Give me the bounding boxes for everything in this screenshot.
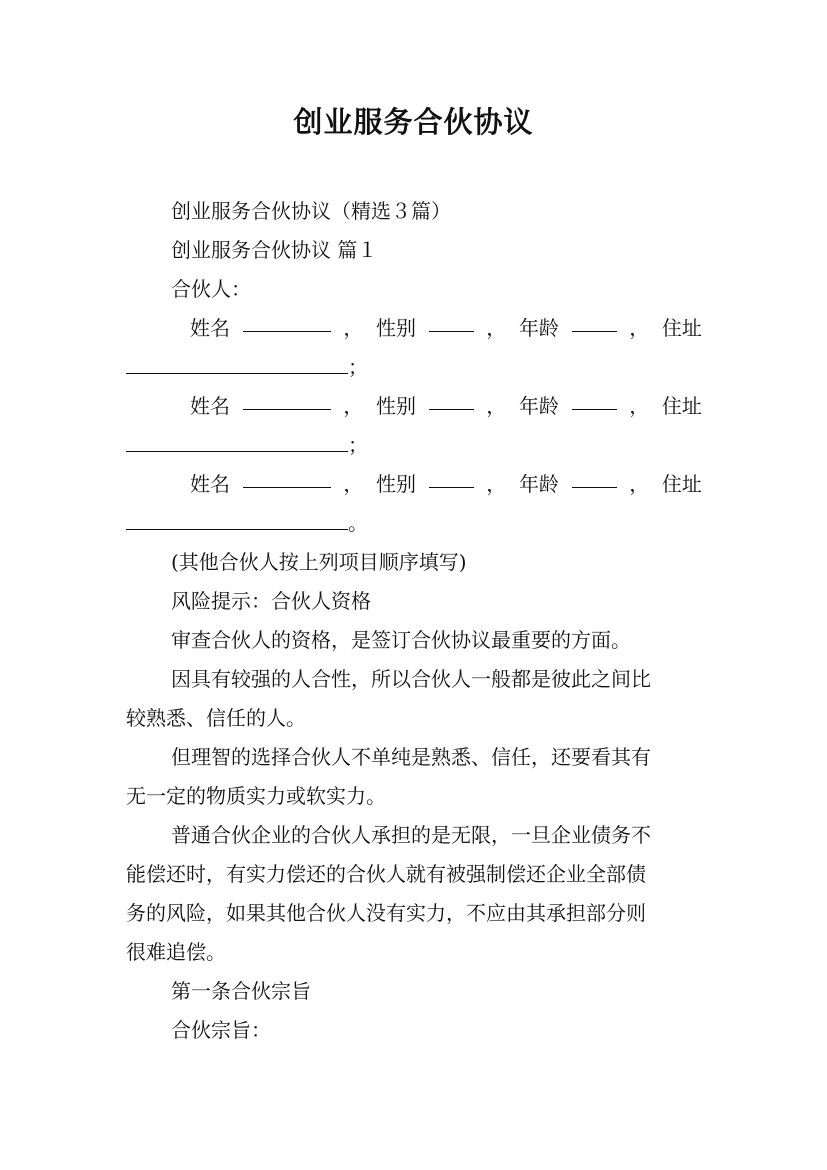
gender-blank[interactable] [429, 465, 474, 488]
paragraph-1: 审查合伙人的资格，是签订合伙协议最重要的方面。 [171, 628, 631, 652]
line-end: 。 [348, 511, 368, 535]
gender-blank[interactable] [429, 387, 474, 410]
paragraph-4-line-2: 能偿还时，有实力偿还的合伙人就有被强制偿还企业全部债 [126, 862, 646, 886]
subtitle: 创业服务合伙协议（精选３篇） [171, 199, 451, 223]
age-blank[interactable] [572, 309, 617, 332]
document-title: 创业服务合伙协议 [293, 105, 534, 139]
partners-label: 合伙人： [171, 277, 251, 301]
age-blank[interactable] [572, 387, 617, 410]
article-1-heading: 第一条合伙宗旨 [171, 979, 311, 1003]
address-blank[interactable] [126, 507, 348, 530]
age-label: 年龄 [518, 316, 559, 340]
address-line-2 [126, 426, 702, 464]
address-line-1 [126, 348, 702, 386]
age-label: 年龄 [518, 394, 559, 418]
line-end: ； [348, 433, 368, 457]
partner-row-1 [190, 309, 702, 347]
address-line-3 [126, 504, 702, 542]
purpose-label: 合伙宗旨： [171, 1018, 271, 1042]
name-label: 姓名 [190, 472, 230, 496]
paragraph-4-line-4: 很难追偿。 [126, 940, 226, 964]
paragraph-2-line-1: 因具有较强的人合性，所以合伙人一般都是彼此之间比 [171, 667, 651, 691]
comma: ， [343, 472, 364, 496]
name-label: 姓名 [190, 316, 230, 340]
name-blank[interactable] [243, 465, 331, 488]
comma: ， [343, 394, 364, 418]
gender-label: 性别 [375, 472, 416, 496]
paragraph-4-line-1: 普通合伙企业的合伙人承担的是无限，一旦企业债务不 [171, 823, 651, 847]
address-label: 住址 [661, 394, 702, 418]
fill-note: (其他合伙人按上列项目顺序填写) [171, 550, 467, 574]
comma: ， [486, 394, 507, 418]
address-label: 住址 [661, 316, 702, 340]
gender-label: 性别 [375, 316, 416, 340]
partner-row-2 [190, 387, 702, 425]
line-end: ； [348, 355, 368, 379]
name-blank[interactable] [243, 387, 331, 410]
comma: ， [629, 472, 650, 496]
comma: ， [343, 316, 364, 340]
comma: ， [629, 316, 650, 340]
address-blank[interactable] [126, 429, 348, 452]
age-label: 年龄 [518, 472, 559, 496]
risk-heading: 风险提示：合伙人资格 [171, 589, 371, 613]
section-heading: 创业服务合伙协议 篇１ [171, 238, 378, 262]
comma: ， [486, 316, 507, 340]
name-blank[interactable] [243, 309, 331, 332]
address-label: 住址 [661, 472, 702, 496]
comma: ， [629, 394, 650, 418]
paragraph-3-line-2: 无一定的物质实力或软实力。 [126, 784, 386, 808]
comma: ， [486, 472, 507, 496]
paragraph-3-line-1: 但理智的选择合伙人不单纯是熟悉、信任，还要看其有 [171, 745, 651, 769]
paragraph-2-line-2: 较熟悉、信任的人。 [126, 706, 306, 730]
gender-label: 性别 [375, 394, 416, 418]
name-label: 姓名 [190, 394, 230, 418]
paragraph-4-line-3: 务的风险，如果其他合伙人没有实力，不应由其承担部分则 [126, 901, 646, 925]
age-blank[interactable] [572, 465, 617, 488]
gender-blank[interactable] [429, 309, 474, 332]
address-blank[interactable] [126, 351, 348, 374]
partner-row-3 [190, 465, 702, 503]
